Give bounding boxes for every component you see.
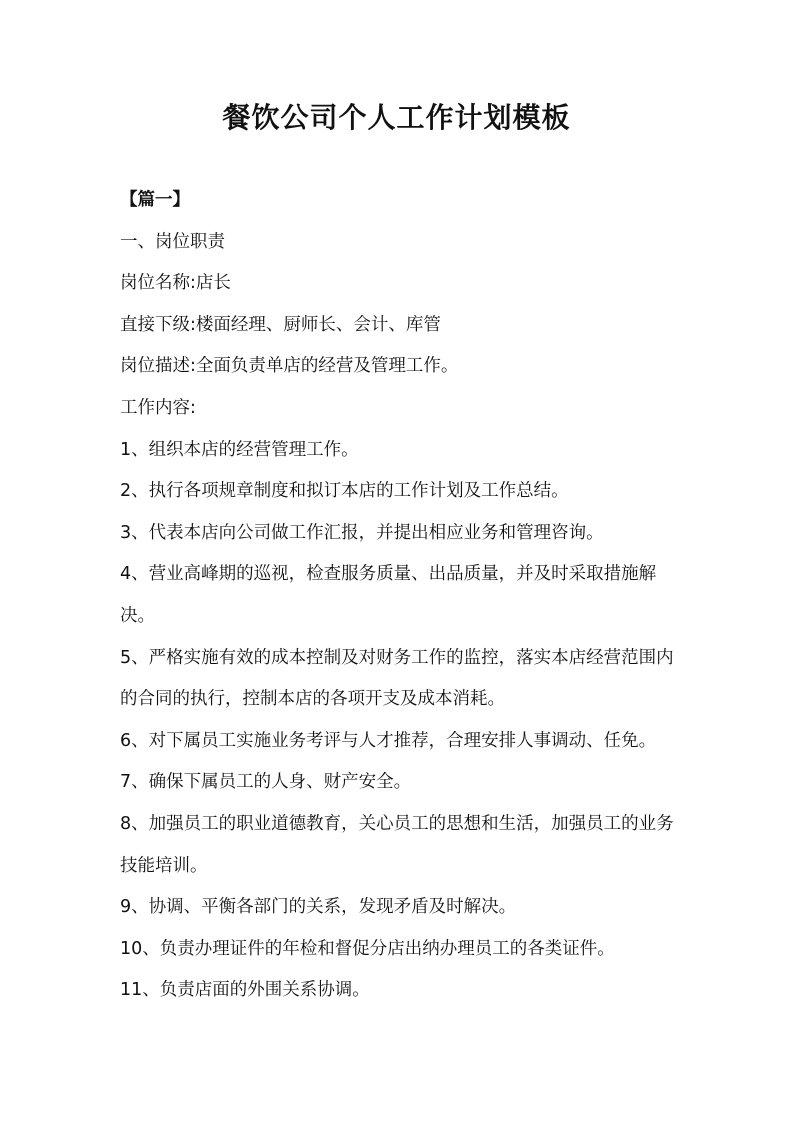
paragraph: 岗位描述:全面负责单店的经营及管理工作。 [120,356,459,377]
paragraph: 工作内容: [120,397,196,418]
document-body [120,180,680,1012]
document-title: 餐饮公司个人工作计划模板 [222,101,571,134]
list-item: 7、确保下属员工的人身、财产安全。 [120,772,412,793]
paragraph: 岗位名称:店长 [120,273,231,294]
list-item: 5、严格实施有效的成本控制及对财务工作的监控，落实本店经营范围内的合同的执行，控制本店的各项开支及成本消耗。 [120,647,674,710]
list-item: 11、负责店面的外围关系协调。 [120,980,370,1001]
list-item: 10、负责办理证件的年检和督促分店出纳办理员工的各类证件。 [120,938,615,959]
list-item: 6、对下属员工实施业务考评与人才推荐，合理安排人事调动、任免。 [120,730,657,751]
list-item: 4、营业高峰期的巡视，检查服务质量、出品质量，并及时采取措施解决。 [120,564,657,626]
paragraph-heading: 一、岗位职责 [120,231,225,252]
list-item: 2、执行各项规章制度和拟订本店的工作计划及工作总结。 [120,481,569,502]
paragraph: 直接下级:楼面经理、厨师长、会计、库管 [120,314,441,335]
section-label: 【篇一】 [120,190,190,210]
list-item: 3、代表本店向公司做工作汇报，并提出相应业务和管理咨询。 [120,522,604,543]
list-item: 9、协调、平衡各部门的关系，发现矛盾及时解决。 [120,897,517,918]
list-item: 1、组织本店的经营管理工作。 [120,439,359,460]
list-item: 8、加强员工的职业道德教育，关心员工的思想和生活，加强员工的业务技能培训。 [120,813,674,876]
